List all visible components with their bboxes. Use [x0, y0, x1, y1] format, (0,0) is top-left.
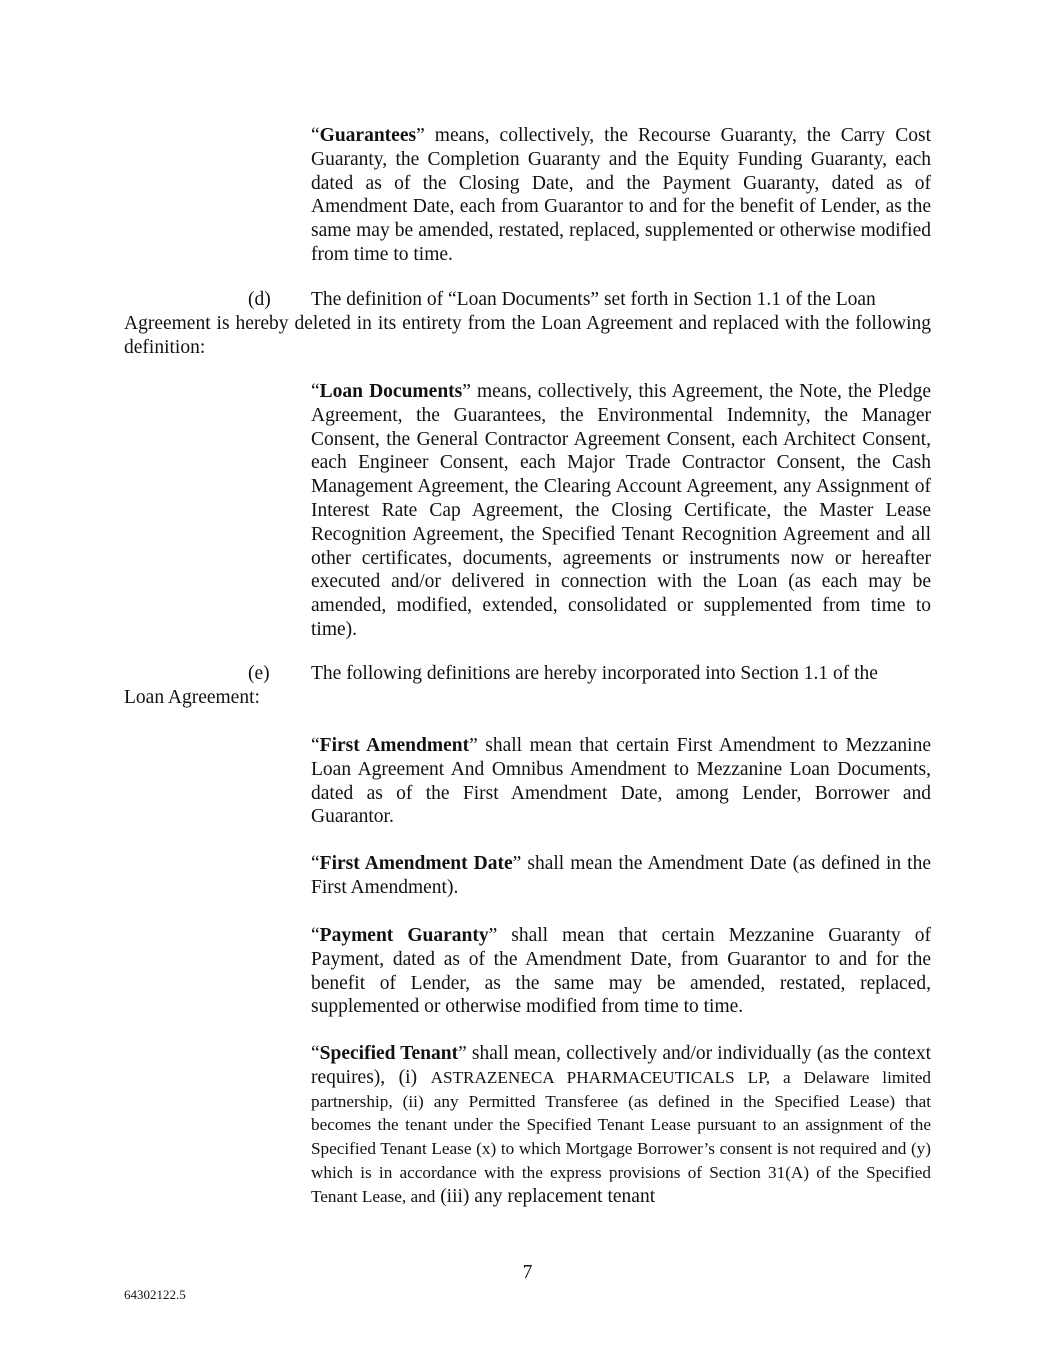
paragraph-e-rest: Loan Agreement:: [124, 686, 260, 708]
first-amendment-date-term: First Amendment Date: [319, 853, 513, 874]
paragraph-d-number: (d): [248, 289, 271, 310]
paragraph-e-number: (e): [248, 663, 270, 684]
guarantees-term: Guarantees: [319, 125, 417, 146]
payment-guaranty-definition: “Payment Guaranty” shall mean that certain Mezzanine Guaranty of Payment, dated as of the Amendment Date, from Guarantor to and for the benefit of Lender, as the same may be amended, restated, replaced, supplemented or otherwise modified from time to time.: [311, 925, 931, 1018]
paragraph-d: [124, 288, 931, 359]
paragraph-e-first-line: The following definitions are hereby incorporated into Section 1.1 of the: [311, 663, 878, 684]
specified-tenant-text-c: (iii) any replacement tenant: [435, 1185, 656, 1207]
first-amendment-date-definition: “First Amendment Date” shall mean the Amendment Date (as defined in the First Amendment).: [311, 853, 931, 898]
paragraph-d-first-line: The definition of “Loan Documents” set forth in Section 1.1 of the Loan: [311, 289, 876, 310]
paragraph-e: [124, 662, 931, 710]
guarantees-text: ” means, collectively, the Recourse Guaranty, the Carry Cost Guaranty, the Completion Guaranty and the Equity Funding Guaranty, each dated as of the Closing Date, and the Payment Guaranty, dated as of Amendment Date, each from Guarantor to and for the benefit of Lender, as the same may be amended, restated, replaced, supplemented or otherwise modified from time to time.: [311, 125, 931, 265]
specified-tenant-term: Specified Tenant: [319, 1043, 459, 1064]
page-number: 7: [522, 1262, 533, 1283]
loan-documents-text: ” means, collectively, this Agreement, the Note, the Pledge Agreement, the Guarantees, the Environmental Indemnity, the Manager Consent, the General Contractor Agreement Consent, each Architect Consent, each Engineer Consent, each Major Trade Contractor Consent, the Cash Management Agreement, the Clearing Account Agreement, any Assignment of Interest Rate Cap Agreement, the Closing Certificate, the Master Lease Recognition Agreement, the Specified Tenant Recognition Agreement and all other certificates, documents, agreements or instruments now or hereafter executed and/or delivered in connection with the Loan (as each may be amended, modified, extended, consolidated or supplemented from time to time).: [311, 381, 931, 640]
first-amendment-term: First Amendment: [319, 735, 470, 756]
payment-guaranty-text: ” shall mean that certain Mezzanine Guaranty of Payment, dated as of the Amendment Date, from Guarantor to and for the benefit of Lender, as the same may be amended, restated, replaced, supplemented or otherwise modified from time to time.: [311, 925, 931, 1018]
payment-guaranty-term: Payment Guaranty: [319, 925, 489, 946]
loan-documents-term: Loan Documents: [319, 381, 463, 402]
specified-tenant-definition: “Specified Tenant” shall mean, collectively and/or individually (as the context requires), (i) ASTRAZENECA PHARMACEUTICALS LP, a Delaware limited partnership, (ii) any Permitted Transferee (as defined in the Specified Lease) that becomes the tenant under the Specified Tenant Lease pursuant to an assignment of the Specified Tenant Lease (x) to which Mortgage Borrower’s consent is not required and (y) which is in accordance with the express provisions of Section 31(A) of the Specified Tenant Lease, and (iii) any replacement tenant: [311, 1043, 931, 1207]
first-amendment-definition: “First Amendment” shall mean that certain First Amendment to Mezzanine Loan Agreement And Omnibus Amendment to Mezzanine Loan Documents, dated as of the First Amendment Date, among Lender, Borrower and Guarantor.: [311, 735, 931, 828]
specified-tenant-text-b: ASTRAZENECA PHARMACEUTICALS LP, a Delaware limited partnership, (ii) any Permitted Transferee (as defined in the Specified Lease) that becomes the tenant under the Specified Tenant Lease pursuant to an assignment of the Specified Tenant Lease (x) to which Mortgage Borrower’s consent is not required and (y) which is in accordance with the express provisions of Section 31(A) of the Specified Tenant Lease, and: [311, 1067, 931, 1206]
specified-tenant-text-a: ” shall mean, collectively and/or individually (as the context requires), (i): [311, 1043, 931, 1088]
scan-artifact-dots: · · · · ·: [1013, 1356, 1047, 1362]
first-amendment-text: ” shall mean that certain First Amendment to Mezzanine Loan Agreement And Omnibus Amendment to Mezzanine Loan Documents, dated as of the First Amendment Date, among Lender, Borrower and Guarantor.: [311, 735, 931, 828]
guarantees-definition: “Guarantees” means, collectively, the Recourse Guaranty, the Carry Cost Guaranty, the Completion Guaranty and the Equity Funding Guaranty, each dated as of the Closing Date, and the Payment Guaranty, dated as of Amendment Date, each from Guarantor to and for the benefit of Lender, as the same may be amended, restated, replaced, supplemented or otherwise modified from time to time.: [311, 125, 931, 265]
first-amendment-date-text: ” shall mean the Amendment Date (as defined in the First Amendment).: [311, 853, 931, 898]
document-id: 64302122.5: [124, 1287, 186, 1302]
paragraph-d-rest: Agreement is hereby deleted in its entirety from the Loan Agreement and replaced with the following definition:: [124, 312, 931, 358]
loan-documents-definition: “Loan Documents” means, collectively, this Agreement, the Note, the Pledge Agreement, the Guarantees, the Environmental Indemnity, the Manager Consent, the General Contractor Agreement Consent, each Architect Consent, each Engineer Consent, each Major Trade Contractor Consent, the Cash Management Agreement, the Clearing Account Agreement, any Assignment of Interest Rate Cap Agreement, the Closing Certificate, the Master Lease Recognition Agreement, the Specified Tenant Recognition Agreement and all other certificates, documents, agreements or instruments now or hereafter executed and/or delivered in connection with the Loan (as each may be amended, modified, extended, consolidated or supplemented from time to time).: [311, 381, 931, 640]
